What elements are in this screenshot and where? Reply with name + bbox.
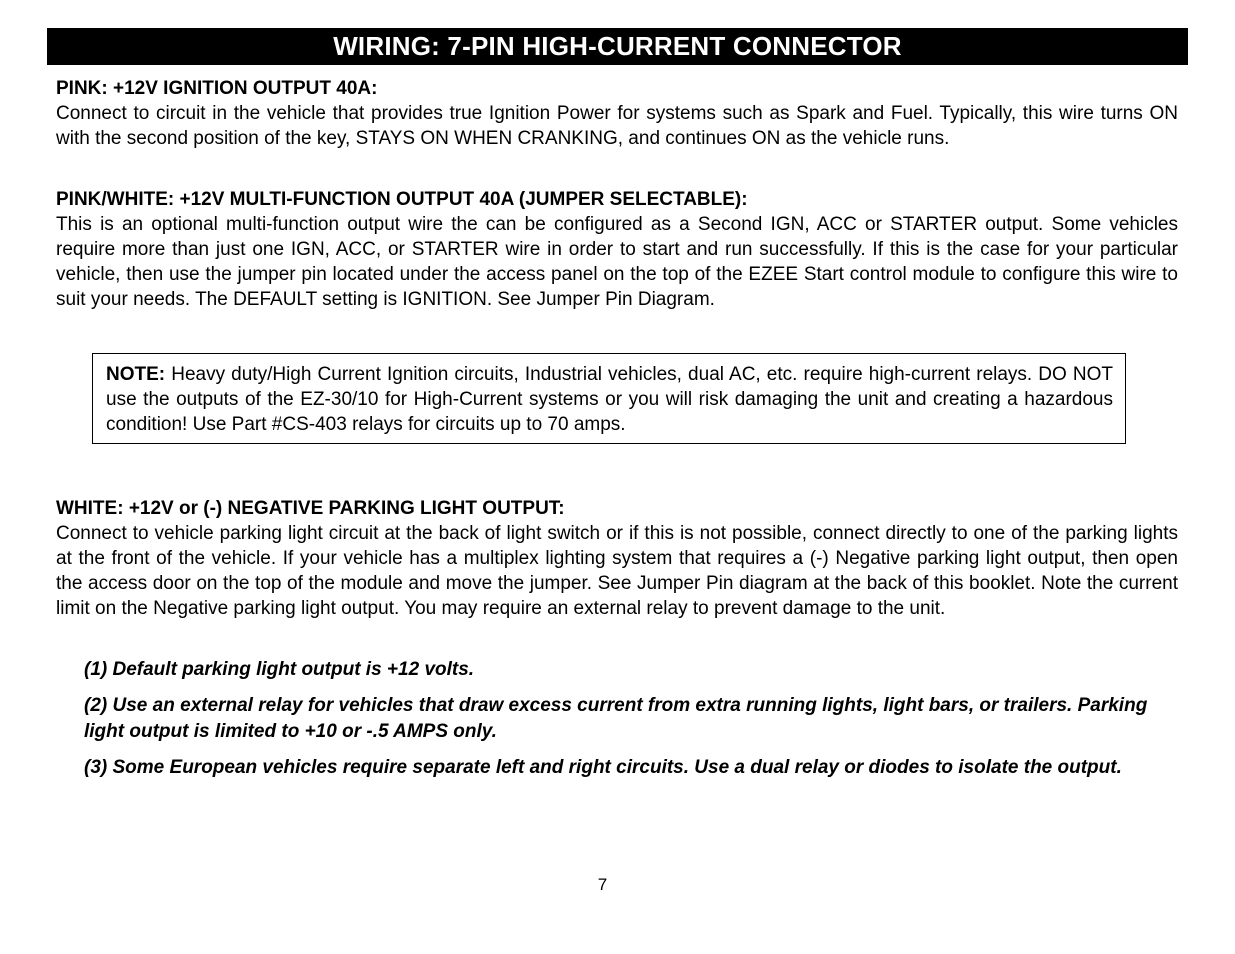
pink-white-wire-heading: PINK/WHITE: +12V MULTI-FUNCTION OUTPUT 40A (JUMPER SELECTABLE): <box>56 189 748 210</box>
parking-light-note-3: (3) Some European vehicles require separate left and right circuits. Use a dual relay or diodes to isolate the output. <box>84 757 1122 778</box>
pink-wire-section <box>56 77 1178 151</box>
pink-white-wire-section <box>56 188 1178 312</box>
note-label: NOTE: <box>106 364 166 385</box>
pink-wire-description: Connect to circuit in the vehicle that provides true Ignition Power for systems such as Spark and Fuel. Typically, this wire turns ON with the second position of the key, STAYS ON WHEN CRANKING, and continues ON as the vehicle runs. <box>56 103 1178 149</box>
pink-wire-heading: PINK: +12V IGNITION OUTPUT 40A: <box>56 78 378 99</box>
note-text <box>106 362 1113 437</box>
white-wire-description: Connect to vehicle parking light circuit at the back of light switch or if this is not possible, connect directly to one of the parking lights at the front of the vehicle. If your vehicle has a multiplex lighting system that requires a (-) Negative parking light output, then open the access door on the top of the module and move the jumper. See Jumper Pin diagram at the back of this booklet. Note the current limit on the Negative parking light output. You may require an external relay to prevent damage to the unit. <box>56 523 1178 619</box>
note-box <box>92 353 1126 444</box>
note-body: Heavy duty/High Current Ignition circuits, Industrial vehicles, dual AC, etc. require high-current relays. DO NOT use the outputs of the EZ-30/10 for High-Current systems or you will risk damaging the unit and creating a hazardous condition! Use Part #CS-403 relays for circuits up to 70 amps. <box>106 364 1114 435</box>
parking-light-note-1: (1) Default parking light output is +12 volts. <box>84 659 475 680</box>
parking-light-note-2: (2) Use an external relay for vehicles that draw excess current from extra running lights, light bars, or trailers. Parking light output is limited to +10 or -.5 AMPS only. <box>84 695 1148 742</box>
pink-white-wire-description: This is an optional multi-function output wire the can be configured as a Second IGN, ACC or STARTER output. Some vehicles require more than just one IGN, ACC, or STARTER wire in order to start and run successfully. If this is the case for your particular vehicle, then use the jumper pin located under the access panel on the top of the EZEE Start control module to configure this wire to suit your needs. The DEFAULT setting is IGNITION. See Jumper Pin Diagram. <box>56 214 1178 310</box>
page-title-banner: WIRING: 7-PIN HIGH-CURRENT CONNECTOR <box>47 28 1188 65</box>
page-number: 7 <box>597 875 608 894</box>
white-wire-heading: WHITE: +12V or (-) NEGATIVE PARKING LIGHT OUTPUT: <box>56 498 565 519</box>
white-wire-section <box>56 497 1178 621</box>
